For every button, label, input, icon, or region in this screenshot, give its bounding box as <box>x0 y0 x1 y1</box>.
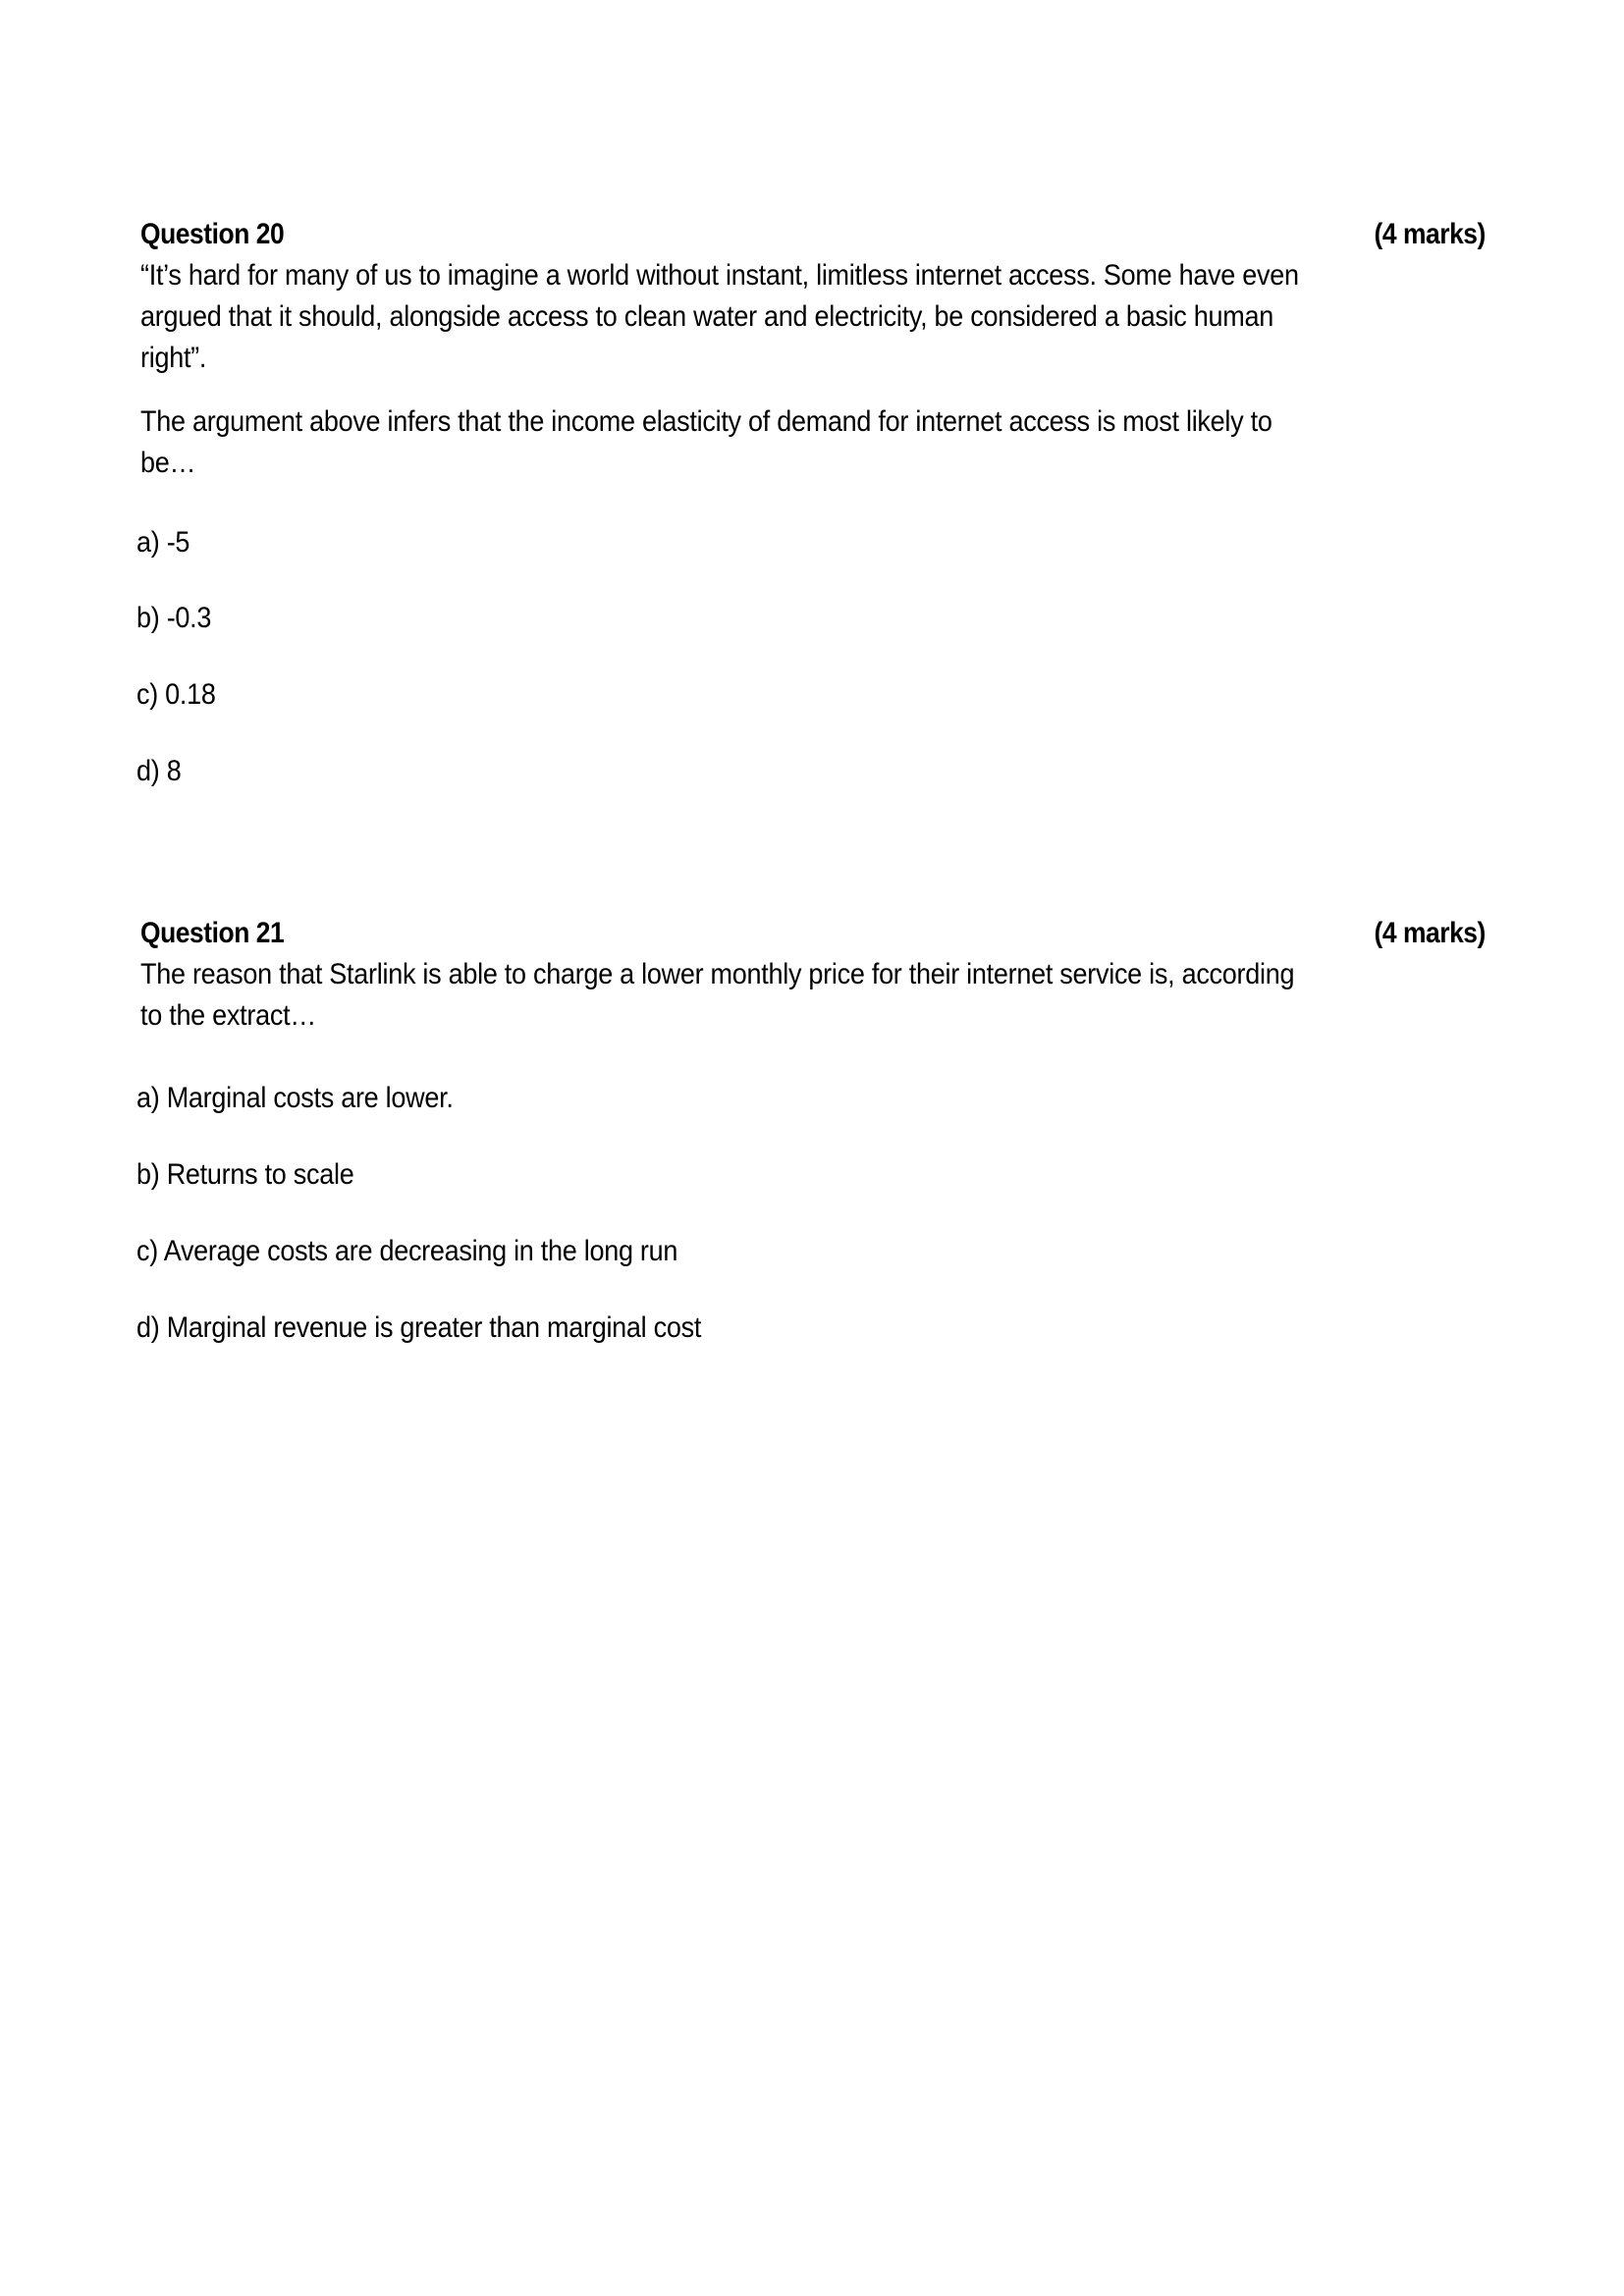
question-title: Question 21 <box>140 917 285 949</box>
option-b: b) Returns to scale <box>136 1158 354 1191</box>
option-d: d) 8 <box>136 755 182 787</box>
option-a: a) -5 <box>136 526 190 559</box>
option-a: a) Marginal costs are lower. <box>136 1082 454 1114</box>
question-marks: (4 marks) <box>1374 917 1486 949</box>
question-quote: “It’s hard for many of us to imagine a world without instant, limitless internet access. Some have even argued that it should, alongside access to clean water and electricity, be considered a basic human right”. <box>140 259 1299 374</box>
question-header <box>140 914 1486 953</box>
question-prompt: The reason that Starlink is able to charge a lower monthly price for their internet service is, according to the extract… <box>140 958 1295 1032</box>
question-title: Question 20 <box>140 218 285 250</box>
question-prompt: The argument above infers that the income elasticity of demand for internet access is most likely to be… <box>140 405 1272 479</box>
option-c: c) 0.18 <box>136 678 216 711</box>
option-c: c) Average costs are decreasing in the long run <box>136 1235 678 1267</box>
option-b: b) -0.3 <box>136 602 212 634</box>
question-21 <box>136 914 1486 1365</box>
option-d: d) Marginal revenue is greater than marginal cost <box>136 1311 702 1344</box>
question-marks: (4 marks) <box>1374 218 1486 250</box>
question-20 <box>136 215 1486 804</box>
question-header <box>140 215 1486 254</box>
